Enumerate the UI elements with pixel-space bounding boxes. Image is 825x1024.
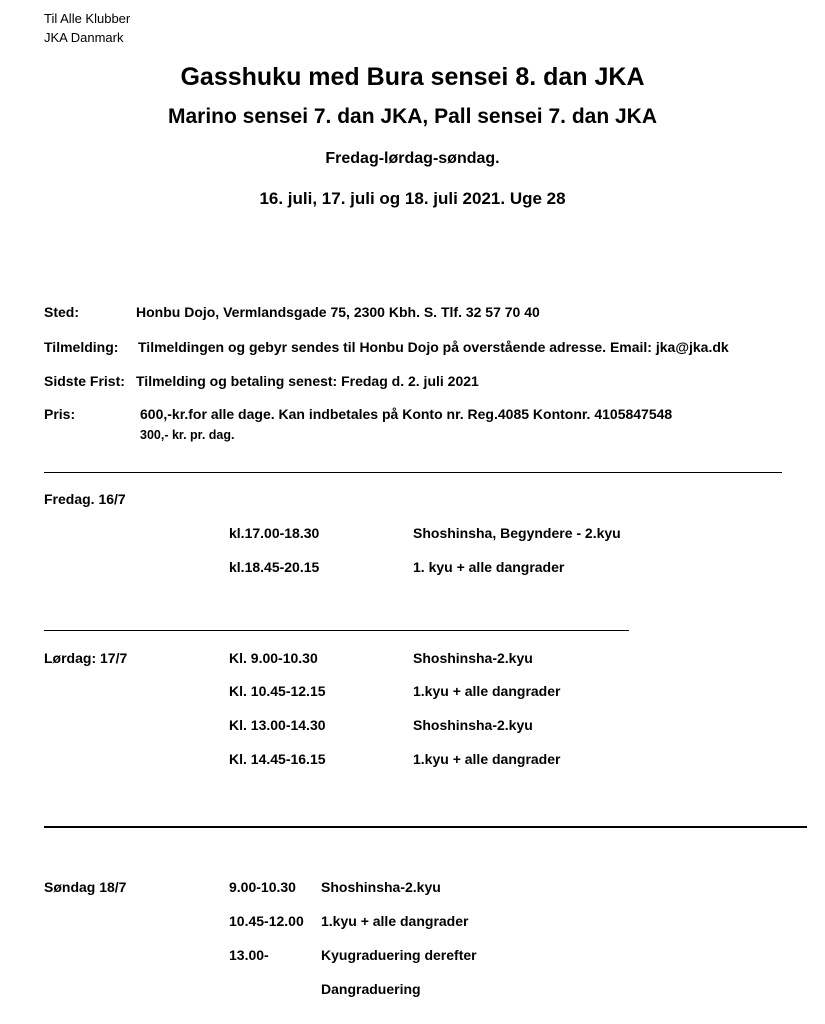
- title-days: Fredag-lørdag-søndag.: [325, 150, 500, 167]
- saturday-row-1-desc: Shoshinsha-2.kyu: [413, 650, 533, 666]
- sunday-row-1-time: 9.00-10.30: [229, 879, 296, 895]
- sted-label: Sted:: [44, 304, 79, 320]
- tilmelding-label: Tilmelding:: [44, 339, 119, 355]
- header-line-2: JKA Danmark: [44, 30, 124, 45]
- sunday-row-3-time: 13.00-: [229, 947, 269, 963]
- sunday-row-2-desc: 1.kyu + alle dangrader: [321, 913, 469, 929]
- tilmelding-value: Tilmeldingen og gebyr sendes til Honbu Dojo på overstående adresse. Email: jka@jka.dk: [138, 339, 729, 355]
- saturday-row-3-desc: Shoshinsha-2.kyu: [413, 717, 533, 733]
- friday-row-1-desc: Shoshinsha, Begyndere - 2.kyu: [413, 525, 621, 541]
- friday-row-1-time: kl.17.00-18.30: [229, 525, 320, 541]
- saturday-label: Lørdag: 17/7: [44, 650, 128, 666]
- saturday-row-3-time: Kl. 13.00-14.30: [229, 717, 326, 733]
- saturday-row-4-time: Kl. 14.45-16.15: [229, 751, 326, 767]
- pris-value: 600,-kr.for alle dage. Kan indbetales på Konto nr. Reg.4085 Kontonr. 4105847548: [140, 406, 673, 422]
- divider-1: [44, 472, 782, 473]
- saturday-row-4-desc: 1.kyu + alle dangrader: [413, 751, 561, 767]
- header-line-1: Til Alle Klubber: [44, 11, 131, 26]
- title-main: Gasshuku med Bura sensei 8. dan JKA: [180, 63, 645, 91]
- title-sub: Marino sensei 7. dan JKA, Pall sensei 7. dan JKA: [167, 105, 657, 128]
- saturday-row-2-desc: 1.kyu + alle dangrader: [413, 683, 561, 699]
- sunday-row-2-time: 10.45-12.00: [229, 913, 304, 929]
- sunday-row-1-desc: Shoshinsha-2.kyu: [321, 879, 441, 895]
- saturday-row-2-time: Kl. 10.45-12.15: [229, 683, 326, 699]
- title-dates: 16. juli, 17. juli og 18. juli 2021. Uge 28: [259, 189, 566, 208]
- sunday-row-4-desc: Dangraduering: [321, 981, 421, 997]
- divider-3: [44, 826, 807, 828]
- frist-label: Sidste Frist:: [44, 373, 125, 389]
- friday-label: Fredag. 16/7: [44, 491, 126, 507]
- sted-value: Honbu Dojo, Vermlandsgade 75, 2300 Kbh. S. Tlf. 32 57 70 40: [136, 304, 540, 320]
- saturday-row-1-time: Kl. 9.00-10.30: [229, 650, 318, 666]
- friday-row-2-desc: 1. kyu + alle dangrader: [413, 559, 565, 575]
- pris-value-2: 300,- kr. pr. dag.: [140, 428, 235, 442]
- sunday-label: Søndag 18/7: [44, 879, 127, 895]
- divider-2: [44, 630, 629, 631]
- frist-value: Tilmelding og betaling senest: Fredag d. 2. juli 2021: [136, 373, 479, 389]
- friday-row-2-time: kl.18.45-20.15: [229, 559, 320, 575]
- pris-label: Pris:: [44, 406, 76, 422]
- sunday-row-3-desc: Kyugraduering derefter: [321, 947, 477, 963]
